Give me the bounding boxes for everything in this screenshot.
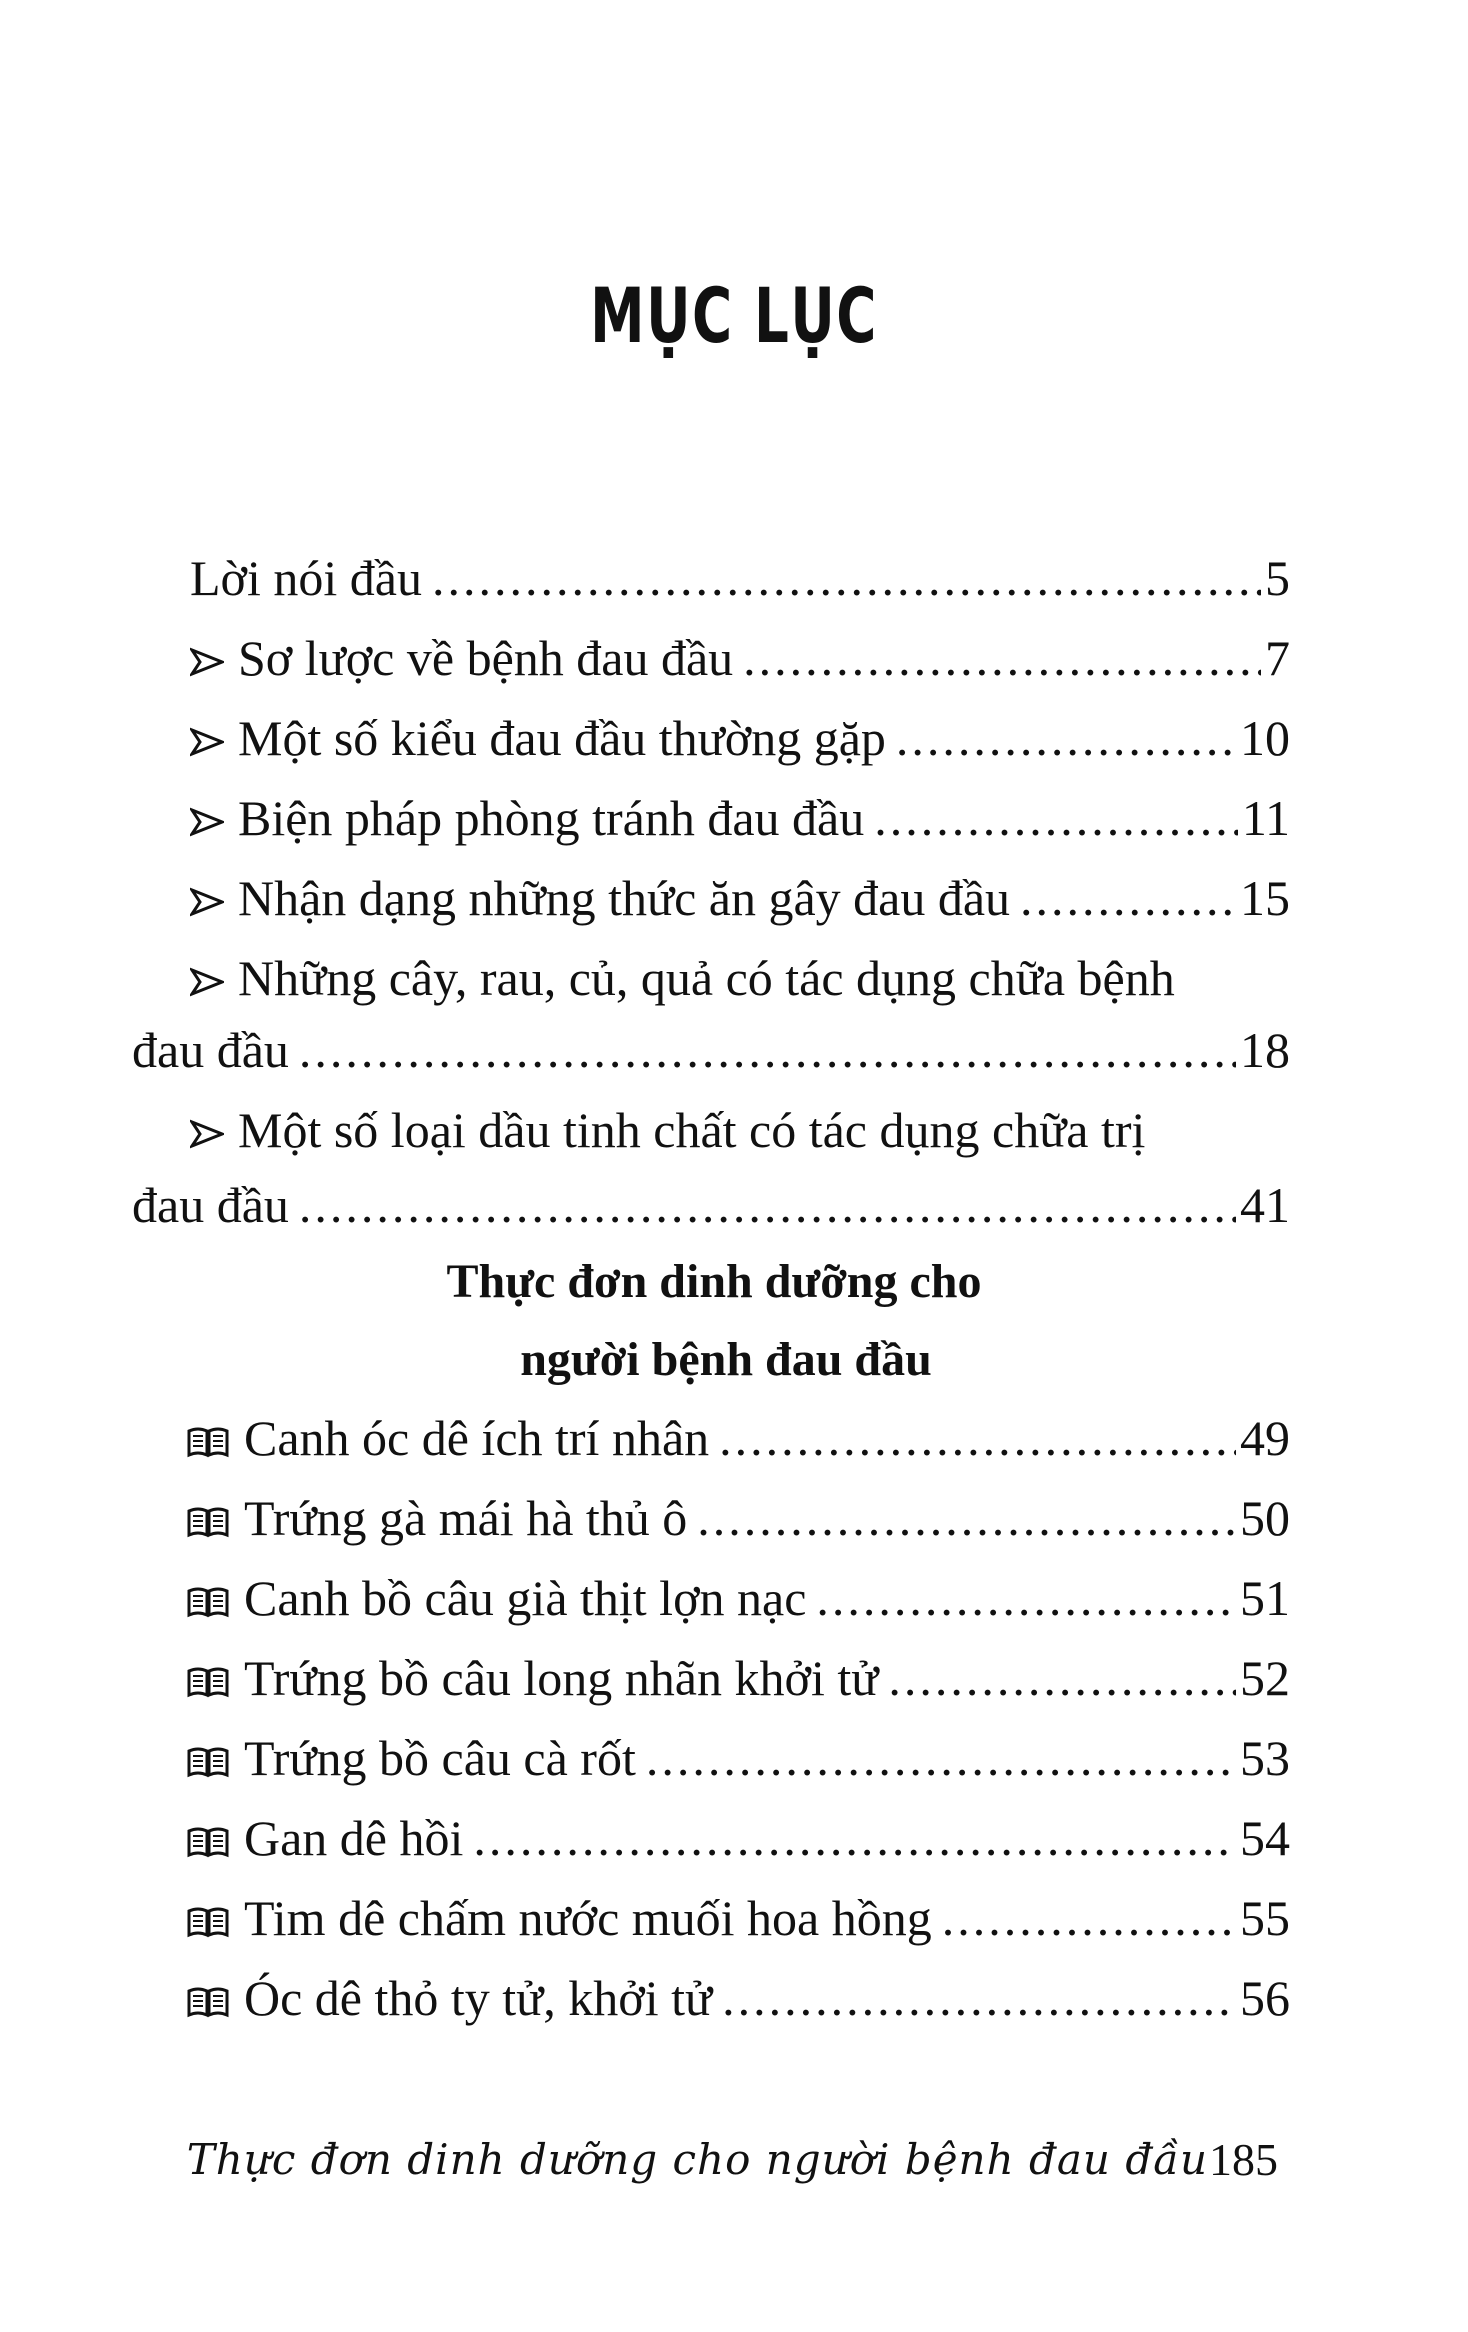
arrow-icon <box>190 948 224 1008</box>
book-icon <box>186 1568 230 1628</box>
recipe-page-number: 55 <box>1240 1890 1290 1946</box>
recipe-entry[interactable] <box>186 1408 1290 1468</box>
dot-leader <box>299 1020 1236 1080</box>
dot-leader <box>896 708 1236 768</box>
toc-entry-text: Một số kiểu đau đầu thường gặp <box>238 710 886 766</box>
toc-page-number: 18 <box>1240 1022 1290 1078</box>
toc-entry-preface[interactable] <box>190 548 1290 608</box>
recipe-entry-text: Gan dê hồi <box>244 1810 464 1866</box>
toc-entry[interactable] <box>190 628 1290 688</box>
recipe-entry-text: Trứng gà mái hà thủ ô <box>244 1490 688 1546</box>
arrow-icon <box>190 1100 224 1160</box>
recipe-entry[interactable] <box>186 1808 1290 1868</box>
toc-entry-text: đau đầu <box>132 1022 289 1078</box>
book-icon <box>186 1728 230 1788</box>
dot-leader <box>719 1408 1236 1468</box>
toc-entry-text: Lời nói đầu <box>190 550 422 606</box>
dot-leader <box>722 1968 1236 2028</box>
recipe-page-number: 56 <box>1240 1970 1290 2026</box>
toc-entry[interactable] <box>190 868 1290 928</box>
dot-leader <box>1020 868 1236 928</box>
recipe-page-number: 53 <box>1240 1730 1290 1786</box>
dot-leader <box>743 628 1261 688</box>
dot-leader <box>299 1175 1236 1235</box>
toc-page-number: 11 <box>1241 790 1290 846</box>
toc-entry-text: Một số loại dầu tinh chất có tác dụng chữa trị <box>238 1102 1146 1158</box>
recipe-entry-text: Canh bồ câu già thịt lợn nạc <box>244 1570 807 1626</box>
running-footer-title: Thực đơn dinh dưỡng cho người bệnh đau đầu <box>186 2135 1208 2184</box>
recipe-page-number: 51 <box>1240 1570 1290 1626</box>
recipe-entry[interactable] <box>186 1728 1290 1788</box>
toc-entry-text: Biện pháp phòng tránh đau đầu <box>238 790 865 846</box>
toc-entry-first-line[interactable] <box>190 1100 1145 1160</box>
dot-leader <box>816 1568 1236 1628</box>
recipe-page-number: 54 <box>1240 1810 1290 1866</box>
recipe-entry-text: Canh óc dê ích trí nhân <box>244 1410 710 1466</box>
toc-entry-text: đau đầu <box>132 1177 289 1233</box>
arrow-icon <box>190 708 224 768</box>
dot-leader <box>874 788 1238 848</box>
toc-entry-text: Sơ lược về bệnh đau đầu <box>238 630 734 686</box>
recipe-page-number: 52 <box>1240 1650 1290 1706</box>
book-icon <box>186 1888 230 1948</box>
recipe-entry-text: Óc dê thỏ ty tử, khởi tử <box>244 1970 713 2026</box>
dot-leader <box>697 1488 1236 1548</box>
arrow-icon <box>190 628 224 688</box>
recipe-entry[interactable] <box>186 1648 1290 1708</box>
recipe-entry[interactable] <box>186 1968 1290 2028</box>
toc-entry-continuation[interactable] <box>132 1175 1290 1235</box>
toc-entry[interactable] <box>190 708 1290 768</box>
recipe-entry[interactable] <box>186 1488 1290 1548</box>
toc-page-number: 41 <box>1240 1177 1290 1233</box>
section-heading-line2: người bệnh đau đầu <box>520 1333 932 1386</box>
recipe-entry[interactable] <box>186 1568 1290 1628</box>
book-icon <box>186 1808 230 1868</box>
book-icon <box>186 1968 230 2028</box>
section-heading-line1: Thực đơn dinh dưỡng cho <box>446 1255 982 1308</box>
toc-page-number: 10 <box>1240 710 1290 766</box>
toc-page-number: 15 <box>1240 870 1290 926</box>
recipe-entry-text: Tim dê chấm nước muối hoa hồng <box>244 1890 932 1946</box>
recipe-entry[interactable] <box>186 1888 1290 1948</box>
toc-entry-continuation[interactable] <box>132 1020 1290 1080</box>
toc-entry-text: Nhận dạng những thức ăn gây đau đầu <box>238 870 1011 926</box>
footer-page-number: 185 <box>1209 2134 1278 2185</box>
recipe-page-number: 49 <box>1240 1410 1290 1466</box>
arrow-icon <box>190 868 224 928</box>
toc-entry-first-line[interactable] <box>190 948 1175 1008</box>
toc-page-number: 7 <box>1265 630 1290 686</box>
toc-page-number: 5 <box>1265 550 1290 606</box>
dot-leader <box>888 1648 1236 1708</box>
dot-leader <box>473 1808 1236 1868</box>
recipe-entry-text: Trứng bồ câu long nhãn khởi tử <box>244 1650 879 1706</box>
recipe-entry-text: Trứng bồ câu cà rốt <box>244 1730 636 1786</box>
page-title: MỤC LỤC <box>590 271 878 360</box>
dot-leader <box>942 1888 1236 1948</box>
dot-leader <box>646 1728 1236 1788</box>
book-icon <box>186 1408 230 1468</box>
toc-entry[interactable] <box>190 788 1290 848</box>
book-icon <box>186 1648 230 1708</box>
recipe-page-number: 50 <box>1240 1490 1290 1546</box>
toc-entry-text: Những cây, rau, củ, quả có tác dụng chữa bệnh <box>238 950 1175 1006</box>
dot-leader <box>432 548 1261 608</box>
arrow-icon <box>190 788 224 848</box>
book-icon <box>186 1488 230 1548</box>
